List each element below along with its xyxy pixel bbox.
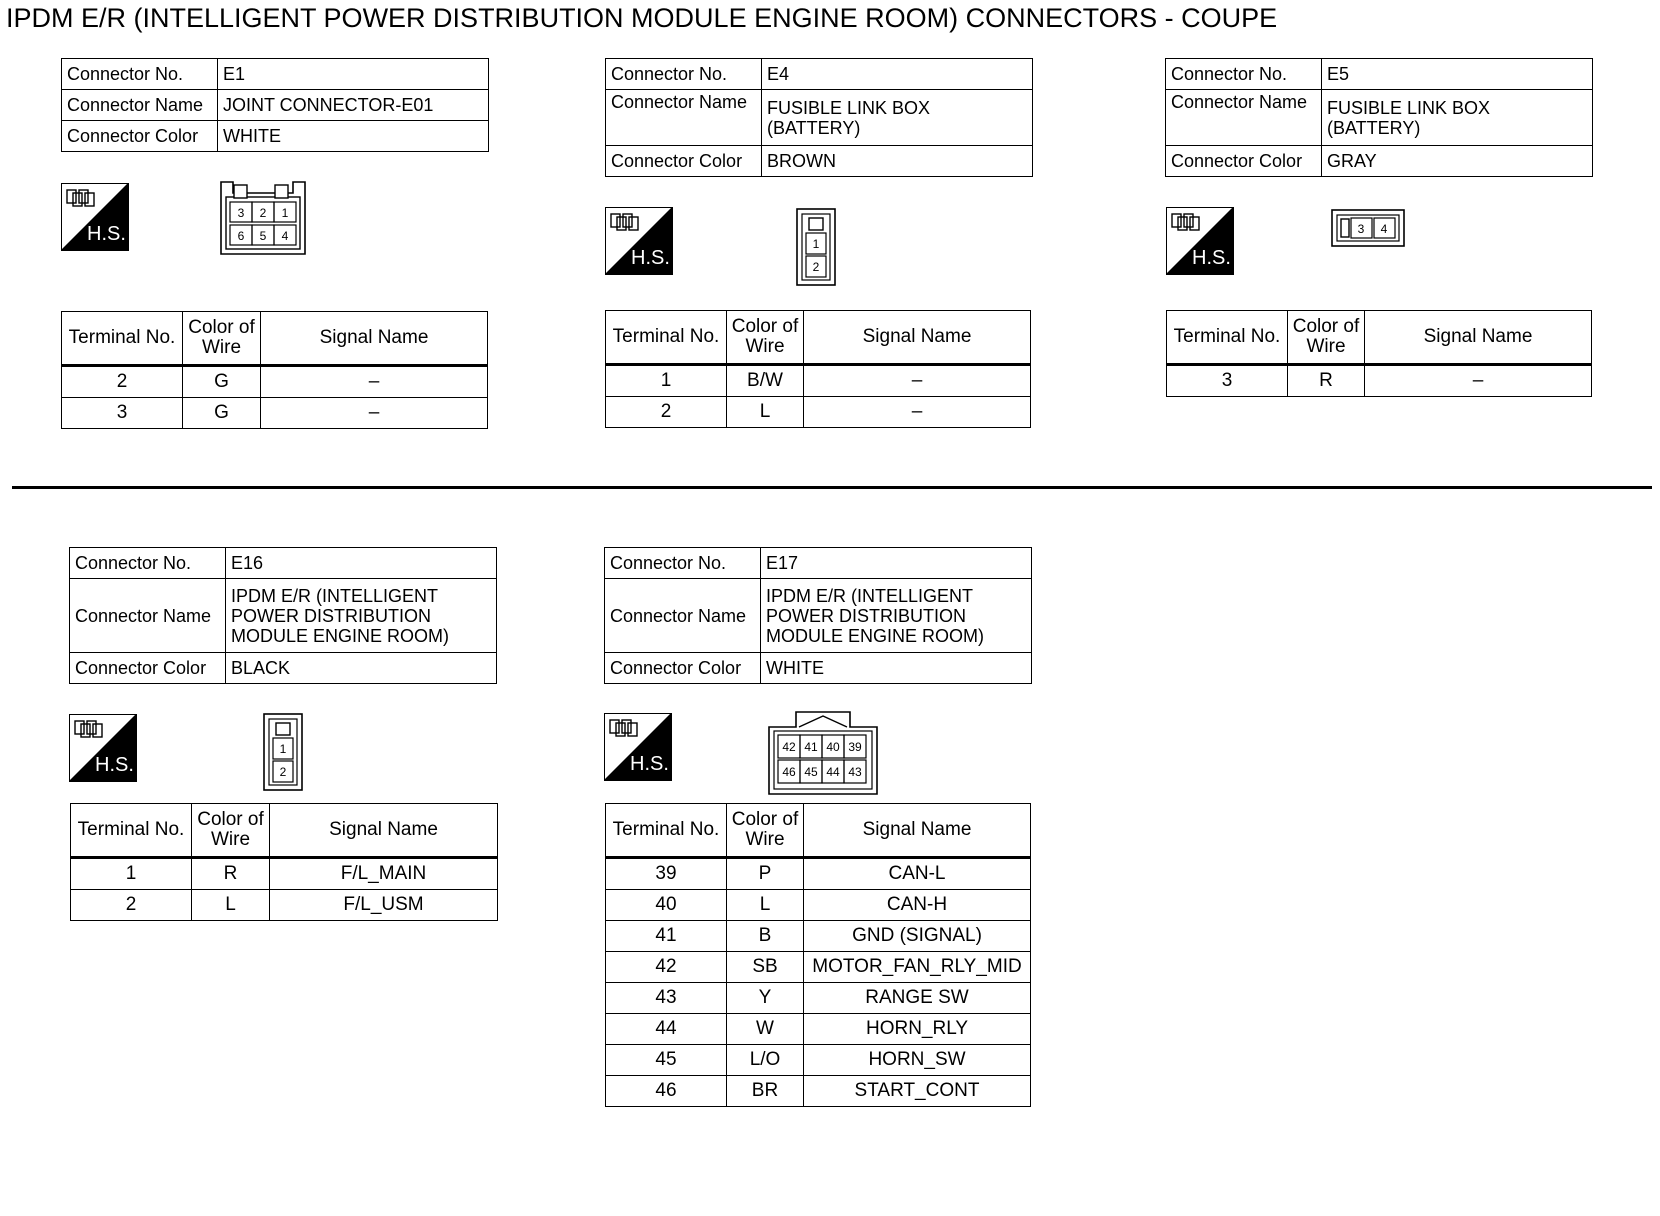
hs-harness-side-icon [605,207,673,280]
hs-harness-side-icon [69,714,137,787]
connector-name-label: Connector Name [62,90,218,121]
svg-text:44: 44 [826,765,840,779]
connector-no-value: E17 [761,548,1032,579]
page-title: IPDM E/R (INTELLIGENT POWER DISTRIBUTION MODULE ENGINE ROOM) CONNECTORS - COUPE [6,3,1278,33]
connector-no-label: Connector No. [605,548,761,579]
svg-text:2: 2 [812,260,820,274]
terminal-no-header: Terminal No. [71,804,192,858]
connector-name-value: IPDM E/R (INTELLIGENT POWER DISTRIBUTION MODULE ENGINE ROOM) [761,579,1032,653]
connector-e5 [1165,58,1593,177]
connector-e16-terminal-table [70,803,498,921]
signal-name-header: Signal Name [804,804,1031,858]
connector-no-label: Connector No. [606,59,762,90]
connector-e16-pin-diagram [263,713,303,796]
connector-color-label: Connector Color [62,121,218,152]
connector-no-value: E5 [1322,59,1593,90]
svg-text:5: 5 [259,229,267,243]
table-row: 42 SB MOTOR_FAN_RLY_MID [606,952,1031,983]
connector-e4-pin-diagram [796,208,836,291]
connector-color-label: Connector Color [606,146,762,177]
connector-color-value: BLACK [226,653,497,684]
connector-info-table [69,547,497,684]
svg-text:H.S.: H.S. [1192,247,1231,269]
svg-text:40: 40 [826,740,840,754]
hs-harness-side-icon [1166,207,1234,280]
svg-text:H.S.: H.S. [95,754,134,776]
connector-e1 [61,58,489,152]
hs-harness-side-icon [61,183,129,256]
color-of-wire-header: Color of Wire [727,311,804,365]
connector-e17 [604,547,1032,684]
connector-name-label: Connector Name [70,579,226,653]
svg-text:1: 1 [279,742,287,756]
connector-no-value: E1 [218,59,489,90]
table-row: 43 Y RANGE SW [606,983,1031,1014]
connector-color-label: Connector Color [70,653,226,684]
terminal-no-header: Terminal No. [62,312,183,366]
svg-text:46: 46 [782,765,796,779]
table-row: 44 W HORN_RLY [606,1014,1031,1045]
section-divider [12,486,1652,489]
terminal-no-header: Terminal No. [606,804,727,858]
connector-e4-terminal-table [605,310,1031,428]
svg-text:6: 6 [237,229,245,243]
signal-name-header: Signal Name [261,312,488,366]
connector-name-label: Connector Name [606,90,762,146]
connector-e17-terminal-table [605,803,1031,1107]
connector-info-table [605,58,1033,177]
connector-color-value: BROWN [762,146,1033,177]
svg-text:41: 41 [804,740,818,754]
table-row: 46 BR START_CONT [606,1076,1031,1107]
color-of-wire-header: Color of Wire [727,804,804,858]
signal-name-header: Signal Name [1365,311,1592,365]
connector-info-table [61,58,489,152]
svg-text:39: 39 [848,740,862,754]
connector-no-value: E16 [226,548,497,579]
connector-info-table [1165,58,1593,177]
connector-e4 [605,58,1033,177]
table-row: 40 L CAN-H [606,890,1031,921]
svg-text:42: 42 [782,740,796,754]
signal-name-header: Signal Name [270,804,498,858]
svg-text:4: 4 [1380,222,1388,236]
connector-color-value: GRAY [1322,146,1593,177]
svg-text:H.S.: H.S. [87,223,126,245]
color-of-wire-header: Color of Wire [1288,311,1365,365]
table-row: 3 G – [62,398,488,429]
connector-no-label: Connector No. [1166,59,1322,90]
table-row: 39 P CAN-L [606,858,1031,890]
terminal-no-header: Terminal No. [1167,311,1288,365]
connector-no-label: Connector No. [62,59,218,90]
svg-text:2: 2 [279,765,287,779]
table-row: 45 L/O HORN_SW [606,1045,1031,1076]
svg-text:4: 4 [281,229,289,243]
table-row: 1 B/W – [606,365,1031,397]
connector-e5-pin-diagram [1331,209,1405,252]
table-row: 2 L – [606,397,1031,428]
color-of-wire-header: Color of Wire [183,312,261,366]
table-row: 41 B GND (SIGNAL) [606,921,1031,952]
connector-name-label: Connector Name [1166,90,1322,146]
connector-color-label: Connector Color [605,653,761,684]
connector-name-value: IPDM E/R (INTELLIGENT POWER DISTRIBUTION MODULE ENGINE ROOM) [226,579,497,653]
color-of-wire-header: Color of Wire [192,804,270,858]
connector-no-value: E4 [762,59,1033,90]
connector-color-label: Connector Color [1166,146,1322,177]
connector-name-label: Connector Name [605,579,761,653]
connector-info-table [604,547,1032,684]
connector-color-value: WHITE [761,653,1032,684]
table-row: 3 R – [1167,365,1592,397]
svg-text:H.S.: H.S. [631,247,670,269]
svg-text:45: 45 [804,765,818,779]
connector-name-value: JOINT CONNECTOR-E01 [218,90,489,121]
svg-text:1: 1 [812,237,820,251]
signal-name-header: Signal Name [804,311,1031,365]
connector-no-label: Connector No. [70,548,226,579]
connector-e5-terminal-table [1166,310,1592,397]
table-row: 1 R F/L_MAIN [71,858,498,890]
connector-name-value: FUSIBLE LINK BOX (BATTERY) [762,90,1033,146]
svg-text:3: 3 [237,206,245,220]
svg-text:1: 1 [281,206,289,220]
connector-e16 [69,547,497,684]
terminal-no-header: Terminal No. [606,311,727,365]
svg-text:43: 43 [848,765,862,779]
connector-e1-pin-diagram [220,181,306,260]
svg-text:3: 3 [1357,222,1365,236]
svg-text:2: 2 [259,206,267,220]
svg-text:H.S.: H.S. [630,753,669,775]
connector-e1-terminal-table [61,311,488,429]
connector-e17-pin-diagram [768,711,878,800]
table-row: 2 L F/L_USM [71,890,498,921]
hs-harness-side-icon [604,713,672,786]
table-row: 2 G – [62,366,488,398]
connector-color-value: WHITE [218,121,489,152]
connector-name-value: FUSIBLE LINK BOX (BATTERY) [1322,90,1593,146]
